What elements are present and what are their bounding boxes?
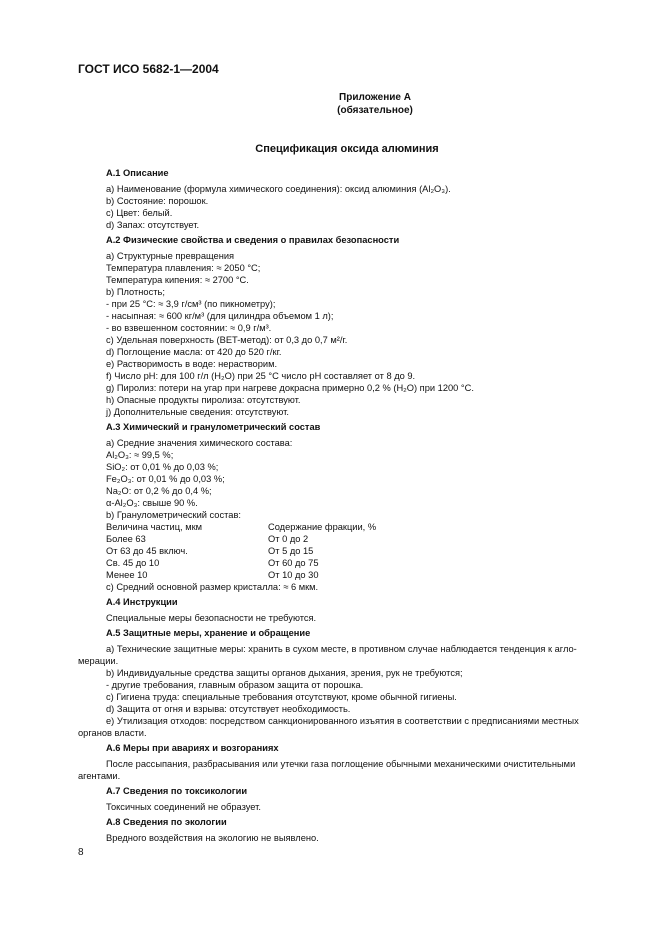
- section-heading-a2: А.2 Физические свойства и сведения о правилах безопасности: [106, 235, 400, 245]
- text-line: c) Удельная поверхность (BET-метод): от 0,3 до 0,7 м²/г.: [106, 335, 348, 345]
- standard-code: ГОСТ ИСО 5682-1—2004: [78, 62, 219, 76]
- appendix-label: [250, 91, 500, 117]
- text-line: мерации.: [78, 656, 119, 666]
- text-line: Na₂O: от 0,2 % до 0,4 %;: [106, 486, 212, 496]
- text-line: b) Состояние: порошок.: [106, 196, 209, 206]
- table-cell: Св. 45 до 10: [106, 558, 160, 568]
- text-line: Al₂O₃: ≈ 99,5 %;: [106, 450, 174, 460]
- text-line: - другие требования, главным образом защита от порошка.: [106, 680, 364, 690]
- section-heading-a3: А.3 Химический и гранулометрический состав: [106, 422, 321, 432]
- text-line: b) Плотность;: [106, 287, 165, 297]
- document-title: Спецификация оксида алюминия: [255, 143, 439, 155]
- table-cell: Более 63: [106, 534, 146, 544]
- table-header-fraction: Содержание фракции, %: [268, 522, 377, 532]
- table-cell: Менее 10: [106, 570, 148, 580]
- text-line: a) Наименование (формула химического соединения): оксид алюминия (Al₂O₃).: [106, 184, 451, 194]
- text-line: органов власти.: [78, 728, 147, 738]
- text-line: - насыпная: ≈ 600 кг/м³ (для цилиндра объемом 1 л);: [106, 311, 334, 321]
- page-number: 8: [78, 847, 84, 858]
- table-cell: От 5 до 15: [268, 546, 314, 556]
- text-line: f) Число рН: для 100 г/л (Н₂О) при 25 °С число рН составляет от 8 до 9.: [106, 371, 416, 381]
- appendix-title: Приложение А: [339, 92, 411, 103]
- text-line: Вредного воздействия на экологию не выявлено.: [106, 833, 319, 843]
- text-line: α-Al₂O₃: свыше 90 %.: [106, 498, 198, 508]
- text-line: a) Структурные превращения: [106, 251, 235, 261]
- appendix-subtitle: (обязательное): [337, 105, 413, 116]
- text-line: - при 25 °C: ≈ 3,9 г/см³ (по пикнометру);: [106, 299, 276, 309]
- text-line: После рассыпания, разбрасывания или утечки газа поглощение обычными механическими очистительными: [106, 759, 576, 769]
- text-line: Fe₂O₃: от 0,01 % до 0,03 %;: [106, 474, 225, 484]
- text-line: SiO₂: от 0,01 % до 0,03 %;: [106, 462, 219, 472]
- text-line: c) Цвет: белый.: [106, 208, 173, 218]
- section-heading-a7: А.7 Сведения по токсикологии: [106, 786, 248, 796]
- section-heading-a1: А.1 Описание: [106, 168, 169, 178]
- section-heading-a6: А.6 Меры при авариях и возгораниях: [106, 743, 279, 753]
- text-line: d) Запах: отсутствует.: [106, 220, 200, 230]
- text-line: Токсичных соединений не образует.: [106, 802, 261, 812]
- text-line: Специальные меры безопасности не требуются.: [106, 613, 317, 623]
- section-heading-a8: А.8 Сведения по экологии: [106, 817, 227, 827]
- text-line: b) Гранулометрический состав:: [106, 510, 241, 520]
- text-line: b) Индивидуальные средства защиты органов дыхания, зрения, рук не требуются;: [106, 668, 463, 678]
- text-line: Температура кипения: ≈ 2700 °C.: [106, 275, 249, 285]
- text-line: d) Поглощение масла: от 420 до 520 г/кг.: [106, 347, 282, 357]
- table-cell: От 63 до 45 включ.: [106, 546, 188, 556]
- text-line: j) Дополнительные сведения: отсутствуют.: [106, 407, 289, 417]
- text-line: Температура плавления: ≈ 2050 °C;: [106, 263, 261, 273]
- table-cell: От 60 до 75: [268, 558, 319, 568]
- text-line: c) Средний основной размер кристалла: ≈ 6 мкм.: [106, 582, 319, 592]
- section-heading-a5: А.5 Защитные меры, хранение и обращение: [106, 628, 311, 638]
- table-cell: От 10 до 30: [268, 570, 319, 580]
- text-line: c) Гигиена труда: специальные требования отсутствуют, кроме обычной гигиены.: [106, 692, 457, 702]
- section-heading-a4: А.4 Инструкции: [106, 597, 178, 607]
- text-line: a) Технические защитные меры: хранить в сухом месте, в противном случае наблюдается тенденция к агло-: [106, 644, 577, 654]
- text-line: a) Средние значения химического состава:: [106, 438, 293, 448]
- text-line: g) Пиролиз: потери на угар при нагреве докрасна примерно 0,2 % (Н₂О) при 1200 °С.: [106, 383, 474, 393]
- table-header-size: Величина частиц, мкм: [106, 522, 203, 532]
- text-line: e) Растворимость в воде: нерастворим.: [106, 359, 278, 369]
- text-line: - во взвешенном состоянии: ≈ 0,9 г/м³.: [106, 323, 272, 333]
- table-cell: От 0 до 2: [268, 534, 309, 544]
- text-line: d) Защита от огня и взрыва: отсутствует необходимость.: [106, 704, 351, 714]
- text-line: h) Опасные продукты пиролиза: отсутствуют.: [106, 395, 301, 405]
- text-line: e) Утилизация отходов: посредством санкционированного изъятия в соответствии с предписаниями местных: [106, 716, 579, 726]
- text-line: агентами.: [78, 771, 121, 781]
